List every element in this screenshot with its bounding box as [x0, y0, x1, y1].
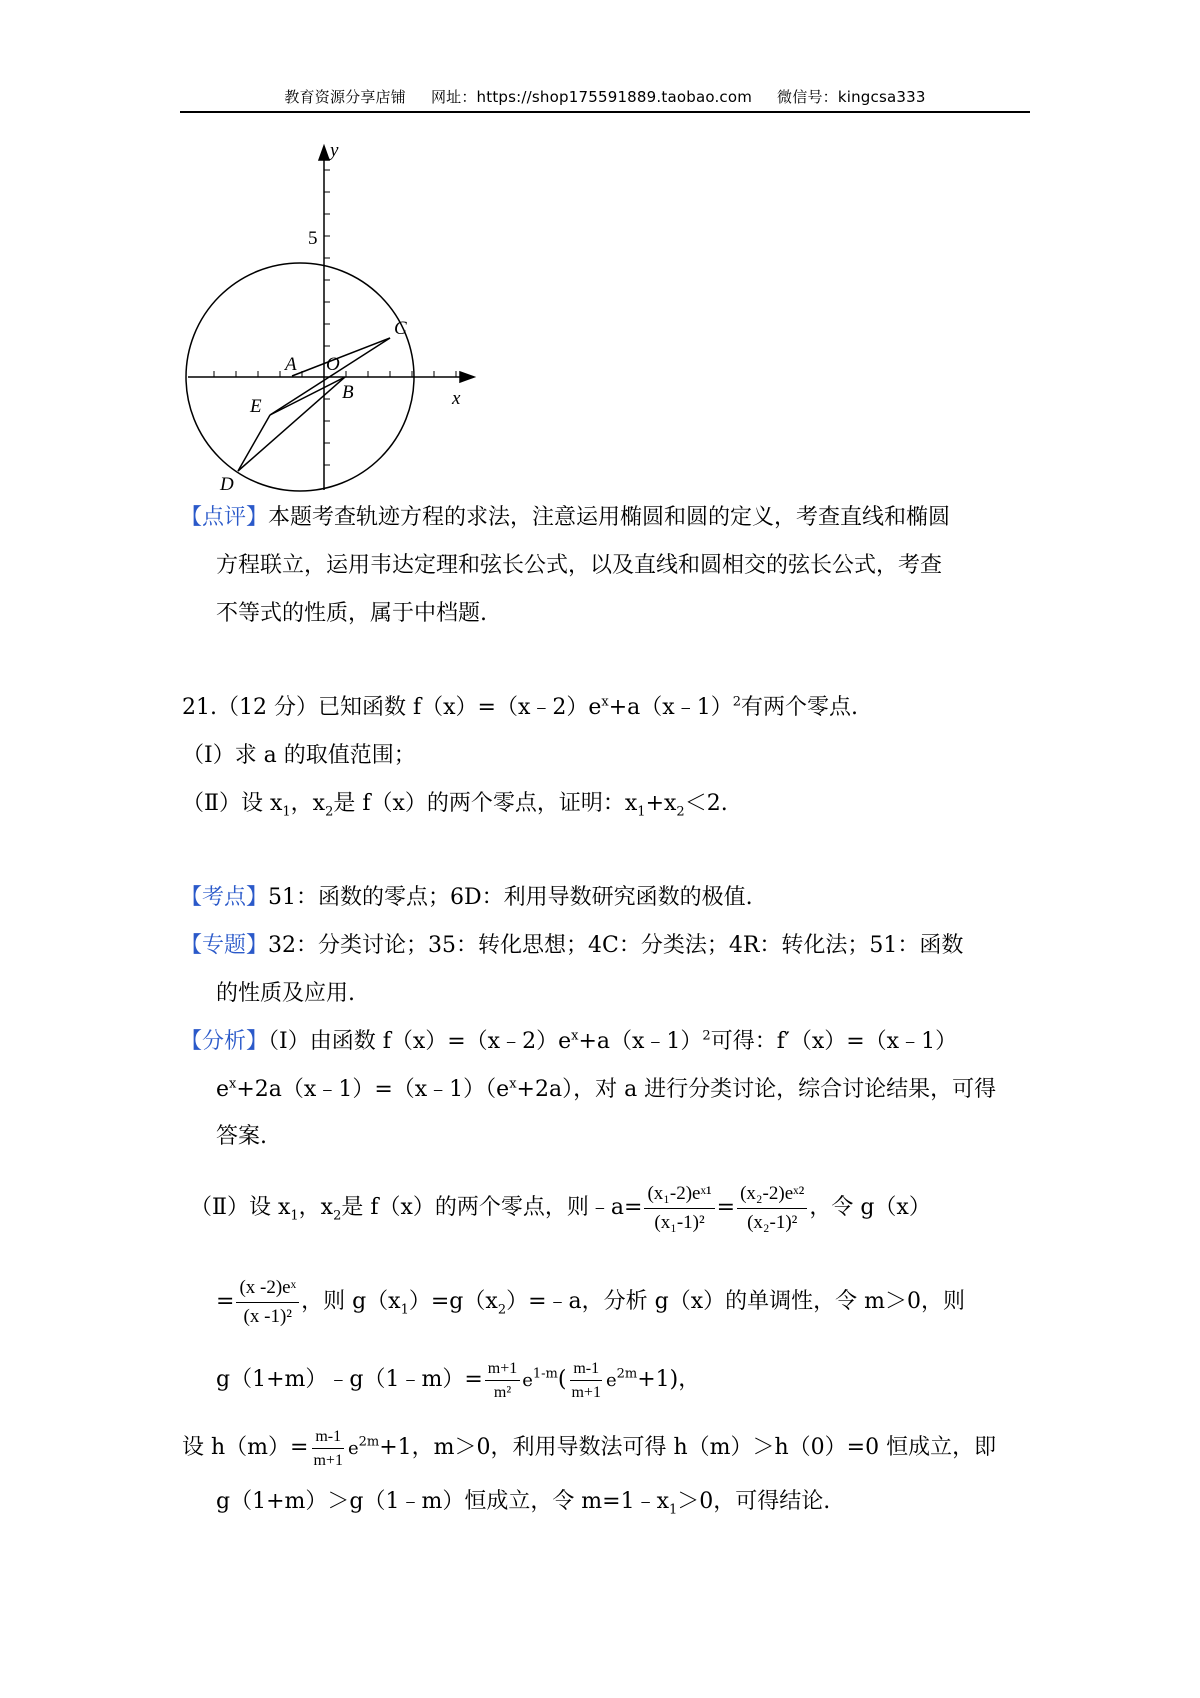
- fraction-6: [310, 1427, 345, 1470]
- fraction-2-numerator: (x₂-2)eˣ²: [737, 1182, 807, 1209]
- fenxi-sup-2: 2: [702, 1028, 711, 1044]
- q21-sup-x: x: [601, 694, 609, 710]
- zhuanti-line-1: [180, 931, 963, 961]
- header-divider: [180, 111, 1030, 113]
- wechat-id: 微信号：kingcsa333: [777, 88, 926, 106]
- point-O-label: O: [326, 354, 340, 375]
- fraction-1: [644, 1182, 714, 1235]
- axis-ticks: [214, 170, 456, 465]
- q21-sub-1b: 1: [637, 804, 646, 820]
- q21-stem-c: 有两个零点.: [740, 695, 858, 720]
- comment-text-1: 本题考查轨迹方程的求法，注意运用椭圆和圆的定义，考查直线和椭圆: [268, 505, 951, 530]
- fenxi-p3-eq: =: [216, 1289, 235, 1314]
- segment-DB: [238, 377, 345, 471]
- fenxi-p2-sub1: 1: [290, 1208, 299, 1224]
- fraction-2-denominator: (x₂-1)²: [747, 1211, 798, 1233]
- q21-sub-2b: 2: [676, 804, 685, 820]
- fenxi-p3-text: ，则 g（x: [301, 1289, 401, 1314]
- fenxi-l1-c: 可得：f′（x）=（x﹣1）: [710, 1029, 958, 1054]
- page-header: [180, 86, 1030, 107]
- fraction-4-denominator: m²: [493, 1383, 512, 1401]
- fenxi-g-diff-line: [216, 1352, 700, 1409]
- fraction-5: [568, 1359, 603, 1402]
- shop-name: 教育资源分享店铺: [284, 88, 406, 106]
- fenxi-p3-sub1: 1: [400, 1302, 409, 1318]
- point-E-label: E: [250, 396, 262, 417]
- fenxi-conclusion-line: [216, 1487, 830, 1517]
- x-arrow: [460, 372, 474, 382]
- fenxi-l2-sup-x: x: [229, 1076, 237, 1092]
- kaodian-text: 51：函数的零点；6D：利用导数研究函数的极值.: [268, 885, 753, 910]
- fraction-3-numerator: (x -2)eˣ: [236, 1276, 299, 1303]
- fenxi-p2-sub2: 2: [333, 1208, 342, 1224]
- fenxi-p3-text2: ）=g（x: [408, 1289, 498, 1314]
- fenxi-p5-b: +1，m＞0，利用导数法可得 h（m）＞h（0）=0 恒成立，即: [379, 1435, 997, 1460]
- q21-part2: [182, 789, 728, 819]
- fenxi-sup-x: x: [571, 1028, 579, 1044]
- fenxi-l1-a: （Ⅰ）由函数 f（x）=（x﹣2）e: [268, 1029, 572, 1054]
- point-D-label: D: [220, 474, 234, 495]
- zhuanti-tag: 【专题】: [180, 933, 269, 958]
- fenxi-l2-b: +2a（x﹣1）=（x﹣1）（e: [236, 1077, 510, 1102]
- comment-line-2: 方程联立，运用韦达定理和弦长公式，以及直线和圆相交的弦长公式，考查: [216, 553, 943, 578]
- fenxi-p6-sub1: 1: [669, 1502, 678, 1518]
- fenxi-p6-a: g（1+m）＞g（1﹣m）恒成立，令 m=1﹣x: [216, 1489, 670, 1514]
- fraction-3: [236, 1276, 299, 1329]
- fenxi-p4-e2: e: [605, 1370, 617, 1391]
- fenxi-line-1: [180, 1027, 957, 1057]
- point-B-label: B: [342, 382, 354, 403]
- fraction-1-numerator: (x₁-2)eˣ¹: [644, 1182, 714, 1209]
- fenxi-l2-c: +2a），对 a 进行分类讨论，综合讨论结果，可得: [516, 1077, 997, 1102]
- fenxi-p6-b: ＞0，可得结论.: [677, 1489, 831, 1514]
- fenxi-l2-sup-x2: x: [509, 1076, 517, 1092]
- q21-stem: [182, 693, 858, 723]
- fenxi-l1-b: +a（x﹣1）: [578, 1029, 703, 1054]
- fenxi-p4-sup: 1-m: [532, 1366, 558, 1382]
- fraction-5-numerator: m-1: [570, 1359, 602, 1381]
- segment-DE: [238, 415, 270, 471]
- fenxi-p4-tail: +1)，: [637, 1367, 701, 1392]
- q21-stem-a: 21.（12 分）已知函数 f（x）=（x﹣2）e: [182, 695, 602, 720]
- q21-part2-e: ＜2.: [684, 791, 728, 816]
- fenxi-line-3: 答案.: [216, 1124, 267, 1149]
- fraction-6-denominator: m+1: [313, 1451, 343, 1469]
- tick-label-5: 5: [308, 228, 318, 249]
- fraction-6-numerator: m-1: [312, 1427, 344, 1449]
- fenxi-p4-e: e: [522, 1370, 533, 1391]
- comment-line-3: 不等式的性质，属于中档题.: [216, 601, 487, 626]
- fenxi-g-def-line: [216, 1272, 965, 1332]
- fenxi-h-def-line: [182, 1420, 996, 1477]
- q21-part2-a: （Ⅱ）设 x: [182, 791, 283, 816]
- fraction-3-denominator: (x -1)²: [243, 1305, 292, 1327]
- geometry-figure: [180, 140, 540, 500]
- q21-sub-1: 1: [282, 804, 291, 820]
- fenxi-p2-b: ，x: [298, 1195, 334, 1220]
- fenxi-line-2: [216, 1075, 996, 1105]
- fraction-1-denominator: (x₁-1)²: [654, 1211, 705, 1233]
- comment-tag: 【点评】: [180, 505, 269, 530]
- kaodian-tag: 【考点】: [180, 885, 269, 910]
- fenxi-p2-c: 是 f（x）的两个零点，则﹣a=: [341, 1195, 643, 1220]
- comment-line-1: [180, 503, 950, 533]
- fenxi-p3-sub2: 2: [497, 1302, 507, 1318]
- point-C-label: C: [394, 318, 407, 339]
- kaodian-line: [180, 883, 753, 913]
- zhuanti-text-1: 32：分类讨论；35：转化思想；4C：分类法；4R：转化法；51：函数: [268, 933, 964, 958]
- fenxi-p5-e: e: [347, 1438, 359, 1459]
- fraction-2: [737, 1182, 807, 1235]
- fenxi-p4-sup2: 2m: [616, 1366, 638, 1382]
- fenxi-p5-sup: 2m: [358, 1434, 380, 1450]
- fenxi-p2-a: （Ⅱ）设 x: [190, 1195, 291, 1220]
- q21-part1: （Ⅰ）求 a 的取值范围；: [182, 743, 416, 768]
- q21-stem-b: +a（x﹣1）: [608, 695, 733, 720]
- fenxi-p4-a: g（1+m）﹣g（1﹣m）=: [216, 1367, 483, 1392]
- fraction-5-denominator: m+1: [571, 1383, 601, 1401]
- fenxi-p4-paren: (: [557, 1367, 567, 1392]
- q21-sub-2: 2: [325, 804, 334, 820]
- fraction-4-numerator: m+1: [485, 1359, 520, 1381]
- shop-url[interactable]: 网址：https://shop175591889.taobao.com: [430, 88, 753, 106]
- fenxi-l2-a: e: [216, 1077, 230, 1102]
- q21-sup-2: 2: [732, 694, 741, 710]
- fenxi-part2-line: [190, 1178, 931, 1238]
- fenxi-p5-a: 设 h（m）=: [182, 1435, 309, 1460]
- x-axis-label: x: [452, 388, 461, 409]
- q21-part2-d: +x: [645, 791, 677, 816]
- fenxi-tag: 【分析】: [180, 1029, 269, 1054]
- fraction-4: [485, 1359, 520, 1402]
- q21-part2-b: ，x: [290, 791, 326, 816]
- fenxi-p2-d: ，令 g（x）: [809, 1195, 931, 1220]
- y-axis-label: y: [330, 140, 339, 161]
- fenxi-p3-text3: ）=﹣a，分析 g（x）的单调性，令 m＞0，则: [506, 1289, 965, 1314]
- fenxi-p2-eq: =: [716, 1195, 736, 1220]
- q21-part2-c: 是 f（x）的两个零点，证明：x: [333, 791, 638, 816]
- zhuanti-line-2: 的性质及应用.: [216, 981, 355, 1006]
- point-A-label: A: [285, 354, 297, 375]
- y-arrow: [319, 146, 329, 160]
